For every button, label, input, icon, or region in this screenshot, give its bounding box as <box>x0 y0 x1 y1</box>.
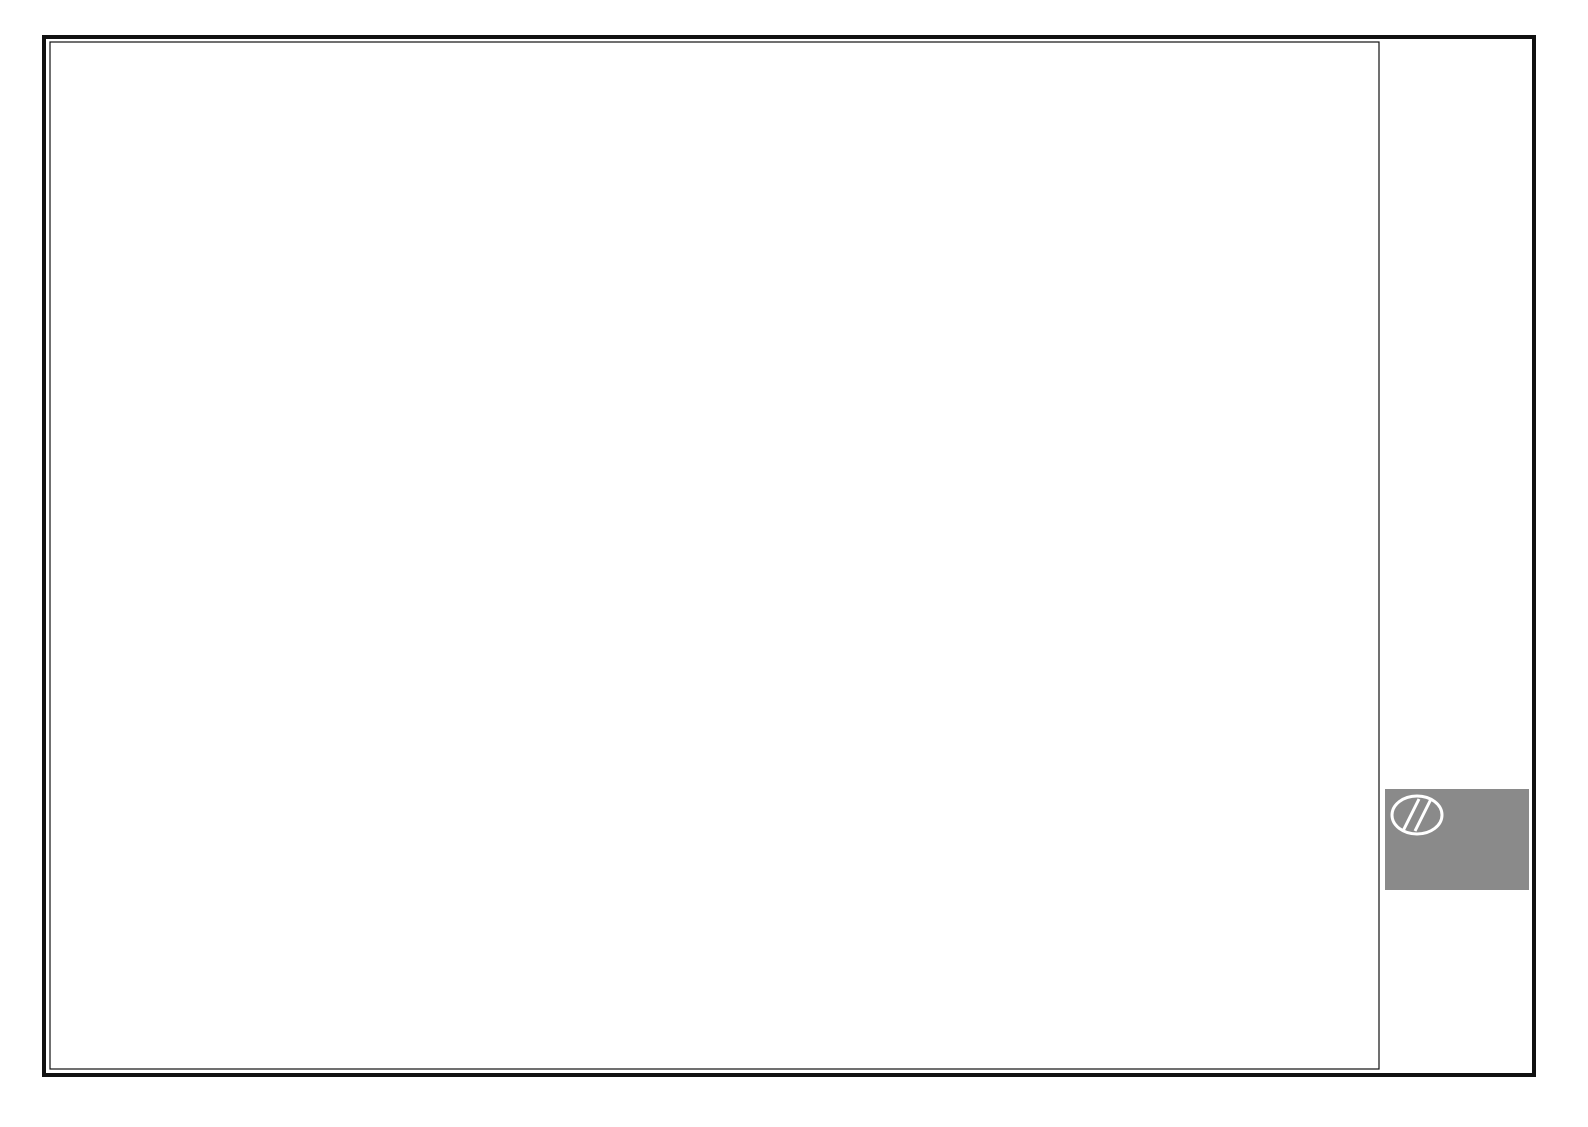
drawing-frame <box>50 42 1379 1069</box>
title-block <box>1386 44 1530 78</box>
firm-logo-block <box>1385 718 1529 786</box>
outer-border <box>44 37 1534 1075</box>
ciid-block <box>1385 789 1529 890</box>
ciid-logo-icon <box>1389 793 1447 837</box>
